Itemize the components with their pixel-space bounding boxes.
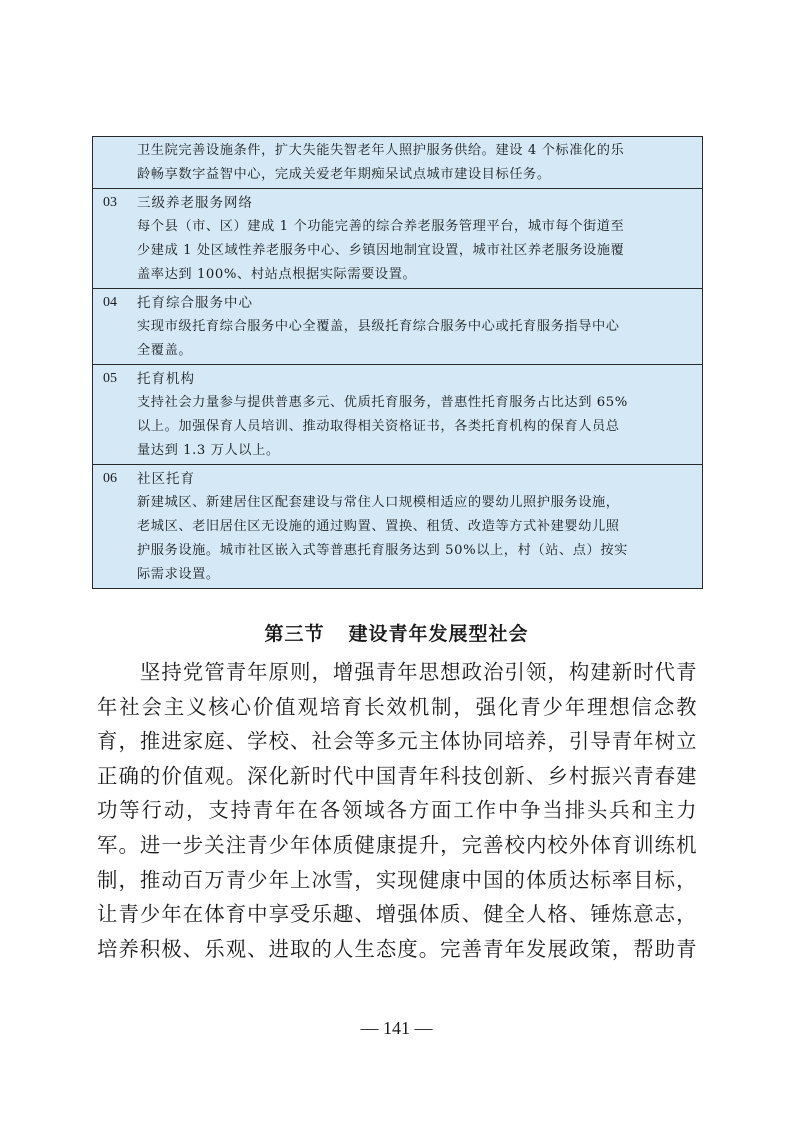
table-row-04	[93, 288, 702, 364]
row-number: 05	[103, 371, 117, 386]
row-body-line: 护服务设施。城市社区嵌入式等普惠托育服务达到 50%以上，村（站、点）按实	[137, 543, 628, 558]
row-body-line: 老城区、老旧居住区无设施的通过购置、置换、租赁、改造等方式补建婴幼儿照	[137, 519, 620, 534]
row-body-line: 每个县（市、区）建成 1 个功能完善的综合养老服务管理平台，城市每个街道至	[137, 219, 625, 234]
section-heading	[0, 620, 793, 648]
section-label: 第三节	[264, 623, 325, 645]
table-row-continued	[93, 137, 702, 188]
paragraph-line: 军。进一步关注青少年体质健康提升，完善校内校外体育训练机	[97, 832, 697, 857]
row-body-line: 量达到 1.3 万人以上。	[137, 443, 280, 458]
row-head	[103, 467, 694, 491]
paragraph-line: 培养积极、乐观、进取的人生态度。完善青年发展政策，帮助青	[97, 936, 697, 961]
table-row-05	[93, 364, 702, 464]
row-body-line: 少建成 1 处区域性养老服务中心、乡镇因地制宜设置，城市社区养老服务设施覆	[137, 243, 625, 258]
row-number: 03	[103, 195, 117, 210]
paragraph-line: 坚持党管青年原则，增强青年思想政治引领，构建新时代青	[97, 660, 697, 684]
row-head	[103, 191, 694, 215]
row-body	[103, 391, 694, 463]
table-row-06	[93, 464, 702, 588]
body-paragraph	[97, 655, 697, 966]
row-body-line: 卫生院完善设施条件，扩大失能失智老年人照护服务供给。建设 4 个标准化的乐	[137, 143, 625, 158]
project-table	[92, 136, 703, 589]
row-body-line: 盖率达到 100%、村站点根据实际需要设置。	[137, 267, 417, 282]
row-body	[103, 139, 694, 187]
paragraph-line: 育，推进家庭、学校、社会等多元主体协同培养，引导青年树立	[97, 729, 697, 754]
row-body-line: 新建城区、新建居住区配套建设与常住人口规模相适应的婴幼儿照护服务设施，	[137, 495, 620, 510]
row-number: 06	[103, 471, 117, 486]
row-title: 托育机构	[137, 371, 195, 387]
paragraph-line: 制，推动百万青少年上冰雪，实现健康中国的体质达标率目标，	[97, 867, 697, 892]
row-body	[103, 491, 694, 587]
row-head	[103, 291, 694, 315]
row-title: 社区托育	[137, 471, 195, 487]
row-body-line: 以上。加强保育人员培训、推动取得相关资格证书，各类托育机构的保育人员总	[137, 419, 620, 434]
table-row-03	[93, 188, 702, 288]
page-number: — 141 —	[360, 1018, 433, 1038]
row-body	[103, 315, 694, 363]
row-body-line: 实现市级托育综合服务中心全覆盖，县级托育综合服务中心或托育服务指导中心	[137, 319, 620, 334]
row-body	[103, 215, 694, 287]
paragraph-line: 让青少年在体育中享受乐趣、增强体质、健全人格、锤炼意志，	[97, 902, 697, 927]
paragraph-line: 正确的价值观。深化新时代中国青年科技创新、乡村振兴青春建	[97, 763, 697, 788]
row-body-line: 龄畅享数字益智中心，完成关爱老年期痴呆试点城市建设目标任务。	[137, 167, 551, 182]
paragraph-line: 功等行动，支持青年在各领域各方面工作中争当排头兵和主力	[97, 798, 697, 823]
paragraph-line: 年社会主义核心价值观培育长效机制，强化青少年理想信念教	[97, 694, 697, 719]
row-title: 三级养老服务网络	[137, 195, 253, 211]
row-head	[103, 367, 694, 391]
row-title: 托育综合服务中心	[137, 295, 253, 311]
section-title: 建设青年发展型社会	[348, 623, 529, 645]
row-body-line: 支持社会力量参与提供普惠多元、优质托育服务，普惠性托育服务占比达到 65%	[137, 395, 628, 410]
row-body-line: 际需求设置。	[137, 567, 220, 582]
row-body-line: 全覆盖。	[137, 343, 193, 358]
row-number: 04	[103, 295, 117, 310]
